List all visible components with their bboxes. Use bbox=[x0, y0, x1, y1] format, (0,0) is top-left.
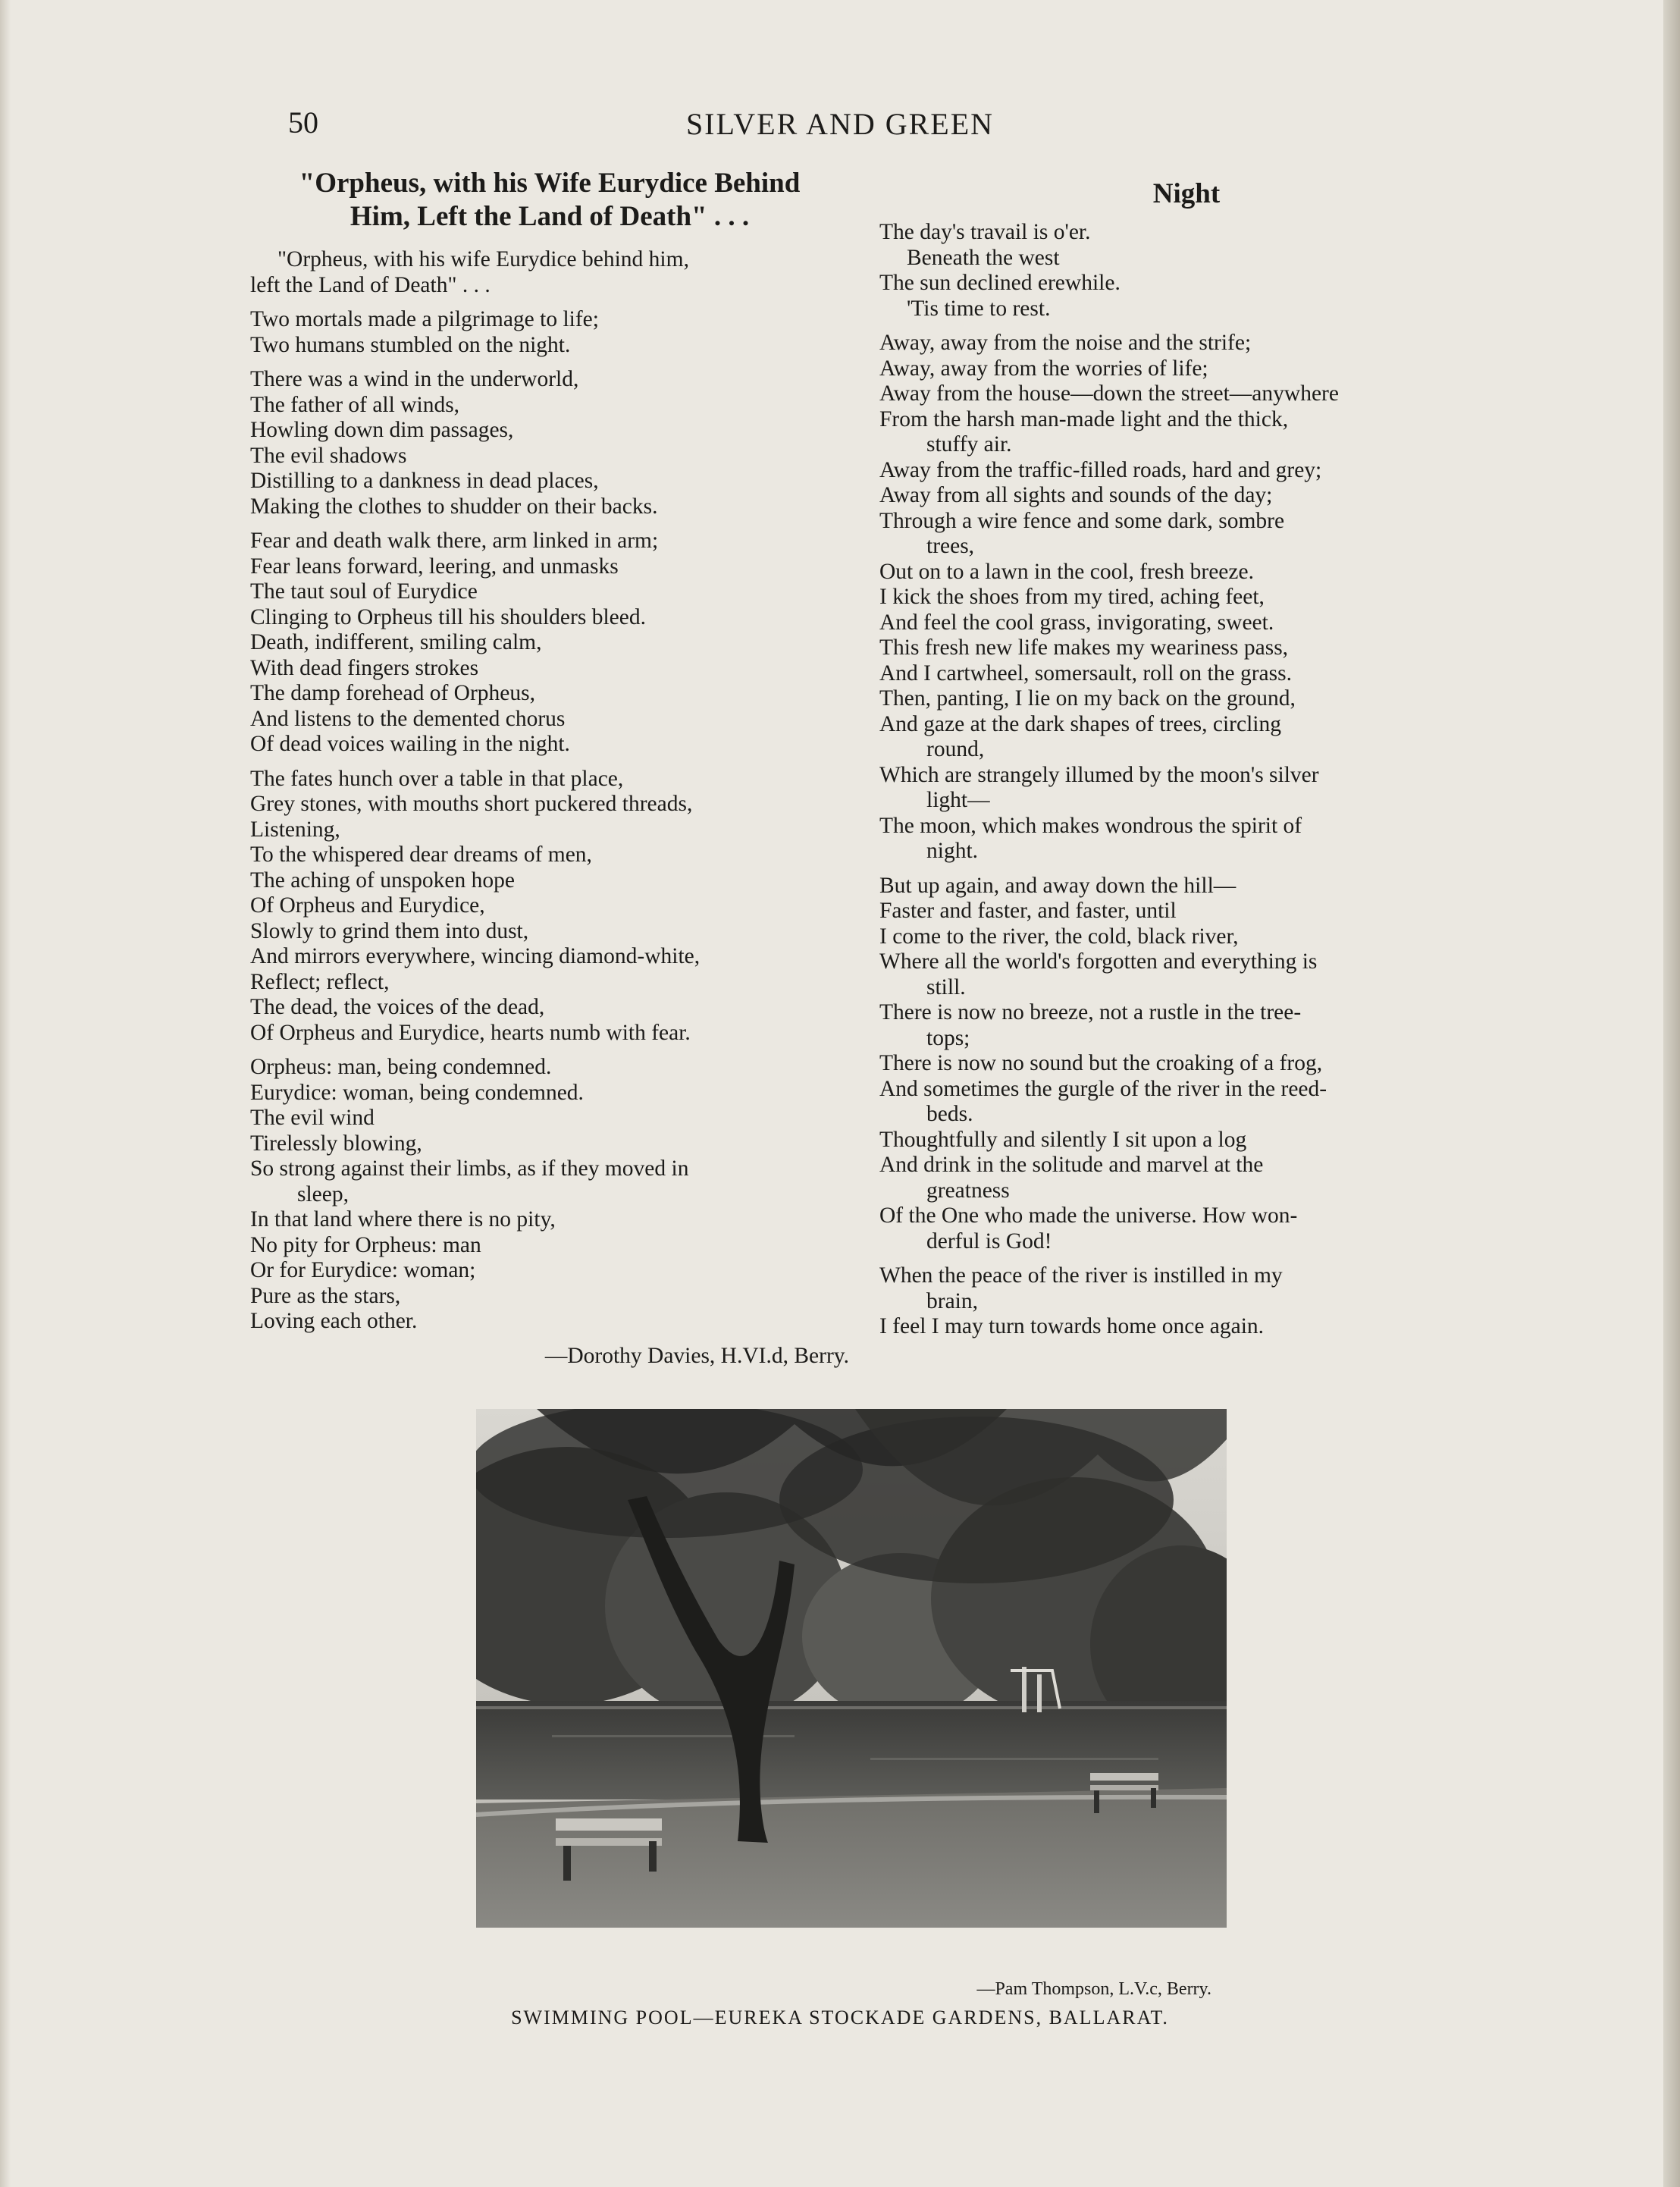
poem-left-line: Clinging to Orpheus till his shoulders bleed. bbox=[250, 604, 646, 629]
poem-left-line: The father of all winds, bbox=[250, 392, 460, 417]
poem-right-line: beds. bbox=[926, 1102, 973, 1126]
poem-right-line: Thoughtfully and silently I sit upon a log bbox=[879, 1127, 1247, 1152]
poem-right-line: This fresh new life makes my weariness pass, bbox=[879, 635, 1289, 660]
poem-left-stanza bbox=[250, 247, 849, 298]
poem-right-line: 'Tis time to rest. bbox=[907, 296, 1051, 321]
poem-left-title bbox=[250, 167, 849, 234]
poem-right-line: Faster and faster, and faster, until bbox=[879, 899, 1177, 923]
poem-left-line: Pure as the stars, bbox=[250, 1283, 401, 1308]
poem-right-line: When the peace of the river is instilled in my bbox=[879, 1263, 1283, 1288]
poem-left-line: The damp forehead of Orpheus, bbox=[250, 681, 535, 705]
poem-left-stanza bbox=[250, 529, 849, 758]
photo-caption: SWIMMING POOL—EUREKA STOCKADE GARDENS, BALLARAT. bbox=[511, 2007, 1169, 2029]
poem-left-line: To the whispered dear dreams of men, bbox=[250, 842, 592, 867]
poem-left-line: Tirelessly blowing, bbox=[250, 1131, 422, 1156]
poem-right-line: And sometimes the gurgle of the river in the reed- bbox=[879, 1076, 1327, 1101]
poem-left-line: So strong against their limbs, as if they moved in bbox=[250, 1156, 689, 1181]
poem-right-line: Of the One who made the universe. How won- bbox=[879, 1203, 1298, 1228]
poem-left-line: The evil wind bbox=[250, 1106, 375, 1130]
poem-right-line: There is now no breeze, not a rustle in the tree- bbox=[879, 1000, 1302, 1024]
poem-left-line: Distilling to a dankness in dead places, bbox=[250, 469, 599, 493]
poem-left-line: The aching of unspoken hope bbox=[250, 868, 515, 893]
poem-right-line: tops; bbox=[926, 1025, 970, 1050]
poem-right-line: Then, panting, I lie on my back on the ground, bbox=[879, 686, 1296, 711]
poem-left-line: The evil shadows bbox=[250, 443, 407, 468]
poem-right-line: And feel the cool grass, invigorating, sweet. bbox=[879, 610, 1274, 635]
poem-left-line: Making the clothes to shudder on their backs. bbox=[250, 494, 658, 519]
poem-left-line: In that land where there is no pity, bbox=[250, 1207, 556, 1232]
poem-left-stanza bbox=[250, 307, 849, 358]
poem-right-line: trees, bbox=[926, 534, 975, 558]
pool-photograph-image bbox=[476, 1409, 1227, 1928]
poem-right-line: Away from the house—down the street—anywhere bbox=[879, 381, 1339, 406]
poem-right-line: Away from all sights and sounds of the day; bbox=[879, 483, 1273, 507]
photo-credit: —Pam Thompson, L.V.c, Berry. bbox=[976, 1979, 1211, 1999]
poem-right-line: And gaze at the dark shapes of trees, circling bbox=[879, 711, 1281, 736]
poem-left-stanza bbox=[250, 367, 849, 519]
poem-left-line: Two humans stumbled on the night. bbox=[250, 332, 571, 357]
poem-right-line: night. bbox=[926, 839, 979, 863]
poem-right-stanza bbox=[879, 331, 1494, 864]
running-head: SILVER AND GREEN bbox=[685, 107, 995, 141]
poem-right-line: But up again, and away down the hill— bbox=[879, 873, 1236, 898]
poem-left-line: Of dead voices wailing in the night. bbox=[250, 732, 570, 756]
poem-left-line: And mirrors everywhere, wincing diamond-white, bbox=[250, 944, 701, 968]
page-edge-right bbox=[1663, 0, 1680, 2187]
poem-left-line: Of Orpheus and Eurydice, bbox=[250, 893, 485, 918]
poem-left-line: Howling down dim passages, bbox=[250, 418, 514, 442]
poem-right-line: Beneath the west bbox=[907, 245, 1060, 270]
poem-left-line: "Orpheus, with his wife Eurydice behind him, bbox=[277, 247, 689, 271]
poem-right-stanza bbox=[879, 220, 1494, 322]
poem-right-stanza bbox=[879, 874, 1494, 1255]
poem-left-line: The taut soul of Eurydice bbox=[250, 579, 478, 604]
poem-left-line: Of Orpheus and Eurydice, hearts numb with fear. bbox=[250, 1020, 691, 1045]
poem-left-line: Loving each other. bbox=[250, 1309, 418, 1333]
poem-right-line: And drink in the solitude and marvel at the bbox=[879, 1153, 1264, 1177]
poem-left-line: Death, indifferent, smiling calm, bbox=[250, 630, 542, 654]
poem-right-line: still. bbox=[926, 974, 966, 999]
poem-right-line: round, bbox=[926, 737, 985, 761]
poem-left-line: And listens to the demented chorus bbox=[250, 706, 566, 731]
poem-left-line: Two mortals made a pilgrimage to life; bbox=[250, 307, 599, 331]
poem-left-line: The dead, the voices of the dead, bbox=[250, 995, 545, 1019]
poem-left-stanza bbox=[250, 767, 849, 1046]
poem-left-stanza bbox=[250, 1055, 849, 1335]
poem-right-line: Through a wire fence and some dark, sombre bbox=[879, 508, 1285, 533]
poem-right-line: Away, away from the noise and the strife; bbox=[879, 331, 1252, 355]
poem-right-line: greatness bbox=[926, 1178, 1010, 1203]
poem-right-line: And I cartwheel, somersault, roll on the grass. bbox=[879, 660, 1292, 686]
poem-right-line: light— bbox=[926, 788, 990, 812]
poem-left-body bbox=[250, 247, 849, 1335]
poem-right-body bbox=[879, 220, 1494, 1340]
poem-left-title-line1: "Orpheus, with his Wife Eurydice Behind bbox=[299, 168, 801, 199]
poem-right-line: There is now no sound but the croaking of a frog, bbox=[879, 1051, 1323, 1075]
poem-left-line: sleep, bbox=[297, 1181, 349, 1206]
poem-right-column bbox=[879, 167, 1494, 1349]
poem-right-line: From the harsh man-made light and the thick, bbox=[879, 406, 1289, 431]
poem-right-line: Where all the world's forgotten and everything is bbox=[879, 949, 1318, 974]
poem-right-line: I come to the river, the cold, black river, bbox=[879, 924, 1239, 949]
poem-left-line: Eurydice: woman, being condemned. bbox=[250, 1080, 584, 1105]
page-edge-left bbox=[0, 0, 11, 2187]
poem-right-line: Away, away from the worries of life; bbox=[879, 356, 1208, 381]
pool-photograph bbox=[476, 1409, 1227, 1928]
poem-left-line: No pity for Orpheus: man bbox=[250, 1232, 481, 1257]
poem-left-line: Orpheus: man, being condemned. bbox=[250, 1055, 552, 1079]
poem-right-title: Night bbox=[1152, 178, 1221, 209]
poem-left-line: Or for Eurydice: woman; bbox=[250, 1258, 476, 1282]
poem-left-attribution: —Dorothy Davies, H.VI.d, Berry. bbox=[544, 1343, 849, 1368]
poem-left-title-line2: Him, Left the Land of Death" . . . bbox=[349, 201, 750, 232]
poem-left-column bbox=[250, 167, 849, 1369]
poem-left-line: The fates hunch over a table in that place, bbox=[250, 766, 624, 791]
poem-right-line: Which are strangely illumed by the moon's silver bbox=[879, 762, 1319, 787]
poem-right-line: Out on to a lawn in the cool, fresh breeze. bbox=[879, 559, 1254, 584]
poem-right-line: brain, bbox=[926, 1288, 978, 1313]
poem-right-line: stuffy air. bbox=[926, 432, 1012, 457]
poem-left-line: There was a wind in the underworld, bbox=[250, 367, 579, 391]
poem-right-line: Away from the traffic-filled roads, hard and grey; bbox=[879, 457, 1322, 482]
poem-left-line: Fear and death walk there, arm linked in arm; bbox=[250, 529, 659, 553]
poem-right-line: derful is God! bbox=[926, 1228, 1052, 1254]
poem-right-line: The sun declined erewhile. bbox=[879, 271, 1121, 295]
poem-left-line: Fear leans forward, leering, and unmasks bbox=[250, 554, 619, 579]
poem-right-line: The day's travail is o'er. bbox=[879, 220, 1091, 244]
poem-left-line: Listening, bbox=[250, 817, 340, 842]
poem-right-line: I feel I may turn towards home once again. bbox=[879, 1314, 1265, 1338]
poem-right-line: The moon, which makes wondrous the spirit of bbox=[879, 813, 1302, 838]
poem-right-stanza bbox=[879, 1263, 1494, 1340]
poem-right-line: I kick the shoes from my tired, aching feet, bbox=[879, 585, 1265, 609]
poem-left-line: Grey stones, with mouths short puckered threads, bbox=[250, 792, 693, 816]
page-number: 50 bbox=[288, 105, 318, 140]
poem-left-line: Slowly to grind them into dust, bbox=[250, 918, 529, 943]
poem-left-line: Reflect; reflect, bbox=[250, 969, 390, 994]
poem-left-line: With dead fingers strokes bbox=[250, 655, 479, 680]
poem-left-line: left the Land of Death" . . . bbox=[250, 272, 491, 297]
